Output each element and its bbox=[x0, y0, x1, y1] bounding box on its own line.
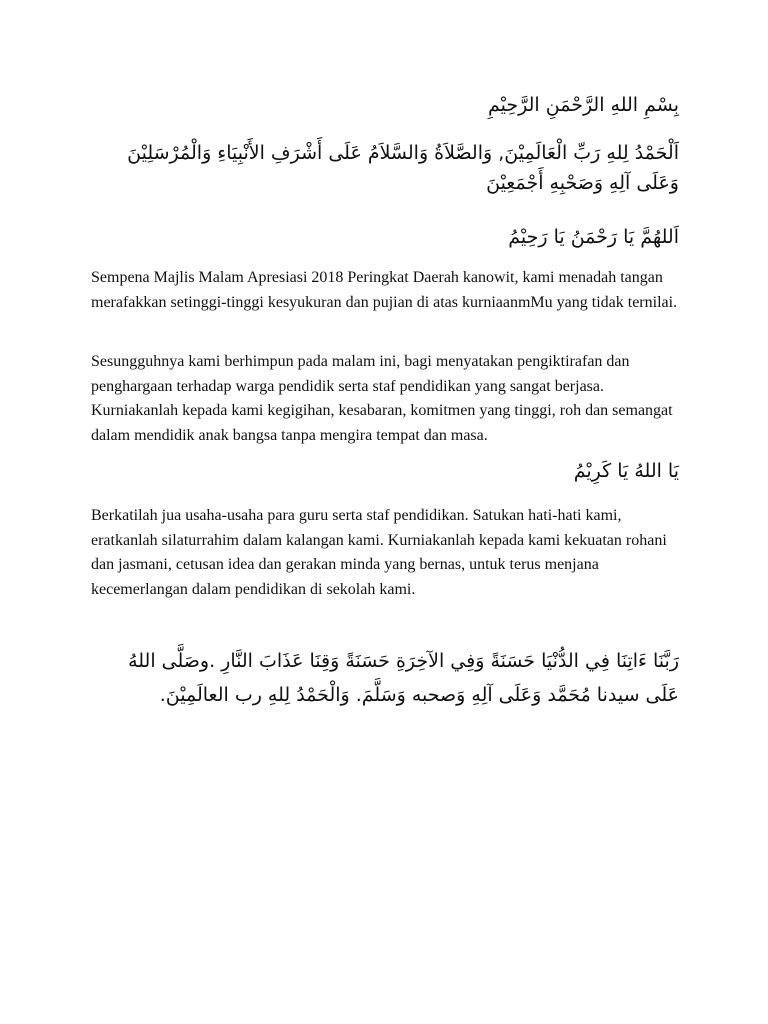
salawat-paragraph: اَلْحَمْدُ لِلهِ رَبِّ الْعَالَمِيْنَ, وَالصَّلاَةُ وَالسَّلاَمُ عَلَى أَشْرَفِ الأَنْبِيَاءِ وَالْمُرْسَلِيْنَ وَعَلَى آلِهِ وَصَحْبِهِ أَجْمَعِيْنَ bbox=[127, 142, 679, 194]
allahumma-line: اَللهُمَّ يَا رَحْمَنُ يَا رَحِيْمُ bbox=[508, 226, 679, 248]
paragraph-gathering: Sesungguhnya kami berhimpun pada malam ini, bagi menyatakan pengiktirafan dan penghargaan terhadap warga pendidik serta staf pendidikan yang sangat berjasa. Kurniakanlah kepada kami kegigihan, kesabaran, komitmen yang tinggi, roh dan semangat dalam mendidik anak bangsa tanpa mengira tempat dan masa. bbox=[91, 353, 673, 444]
paragraph-opening: Sempena Majlis Malam Apresiasi 2018 Peringkat Daerah kanowit, kami menadah tangan merafakkan setinggi-tinggi kesyukuran dan pujian di atas kurniaanmMu yang tidak ternilai. bbox=[91, 269, 678, 311]
paragraph-blessing: Berkatilah jua usaha-usaha para guru serta staf pendidikan. Satukan hati-hati kami, eratkanlah silaturrahim dalam kalangan kami. Kurniakanlah kepada kami kekuatan rohani dan jasmani, cetusan idea dan gerakan minda yang bernas, untuk terus menjana kecemerlangan dalam pendidikan di sekolah kami. bbox=[91, 507, 667, 598]
bismillah-line: بِسْمِ اللهِ الرَّحْمَنِ الرَّحِيْمِ bbox=[488, 94, 679, 116]
ya-allah-line: يَا اللهُ يَا كَرِيْمُ bbox=[573, 460, 679, 482]
closing-doa: رَبَّنَا ءَاتِنَا فِي الدُّنْيَا حَسَنَةً وَفِي الآخِرَةِ حَسَنَةً وَقِنَا عَذَابَ النَّارِ .وصَلَّى اللهُ عَلَى سيدنا مُحَمَّد وَعَلَى آلِهِ وَصحبه وَسَلَّمَ. وَالْحَمْدُ لِلهِ رب العالَمِيْنَ. bbox=[128, 650, 679, 706]
